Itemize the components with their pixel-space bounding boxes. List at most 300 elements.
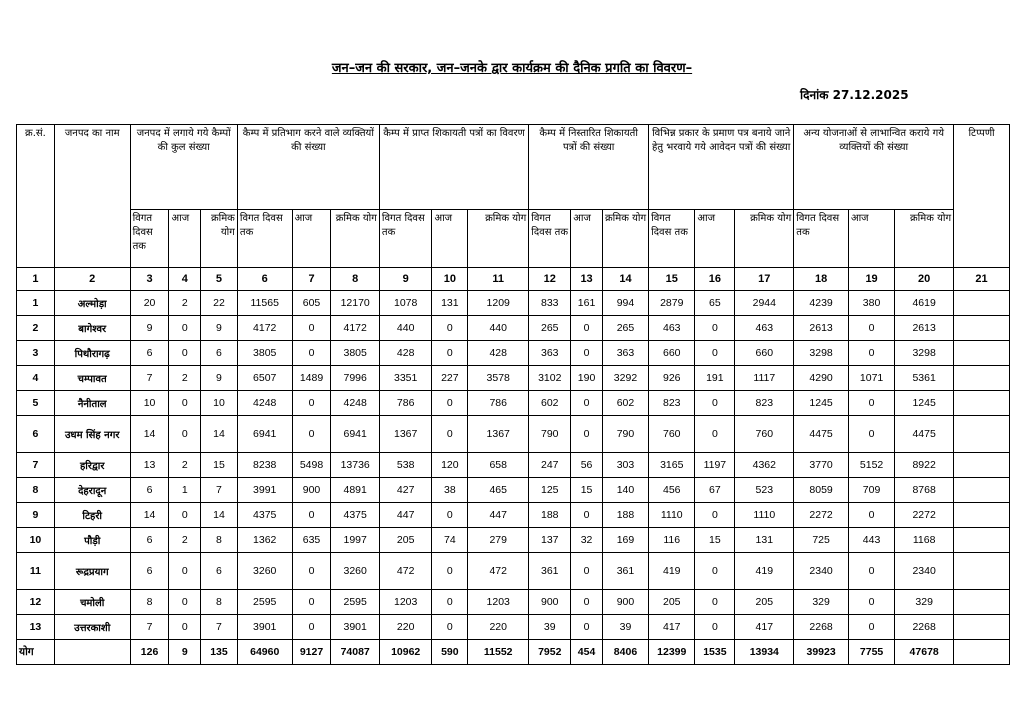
table-cell: 463 [649, 316, 695, 341]
remarks-cell [954, 316, 1010, 341]
table-cell: 3260 [331, 553, 379, 590]
table-cell: 6 [201, 341, 238, 366]
table-cell: 2 [169, 366, 201, 391]
table-cell: 10 [201, 391, 238, 416]
column-number: 4 [169, 268, 201, 291]
table-cell: 427 [379, 478, 432, 503]
subheader-today: आज [169, 210, 201, 268]
column-number: 10 [432, 268, 468, 291]
table-cell: 8 [201, 590, 238, 615]
table-cell: 1 [169, 478, 201, 503]
district-name: टिहरी [54, 503, 130, 528]
table-cell: 116 [649, 528, 695, 553]
table-cell: 131 [735, 528, 794, 553]
table-cell: 0 [848, 503, 894, 528]
table-cell: 363 [529, 341, 571, 366]
table-cell: 786 [379, 391, 432, 416]
district-name: बागेश्वर [54, 316, 130, 341]
table-cell: 4619 [895, 291, 954, 316]
table-cell: 38 [432, 478, 468, 503]
column-number: 18 [794, 268, 849, 291]
table-cell: 188 [602, 503, 648, 528]
row-serial-number: 3 [17, 341, 55, 366]
table-cell: 4239 [794, 291, 849, 316]
table-cell: 2272 [794, 503, 849, 528]
table-cell: 9 [201, 366, 238, 391]
table-cell: 0 [695, 590, 735, 615]
table-cell: 6507 [237, 366, 292, 391]
remarks-cell [954, 615, 1010, 640]
table-cell: 900 [529, 590, 571, 615]
table-cell: 900 [602, 590, 648, 615]
column-number: 19 [848, 268, 894, 291]
subheader-prev: विगत दिवस तक [649, 210, 695, 268]
table-cell: 5361 [895, 366, 954, 391]
table-cell: 8059 [794, 478, 849, 503]
column-number: 12 [529, 268, 571, 291]
total-cell: 74087 [331, 640, 379, 665]
table-row [17, 341, 1010, 366]
table-cell: 0 [695, 416, 735, 453]
remarks-cell [954, 341, 1010, 366]
table-row [17, 553, 1010, 590]
subheader-cumulative: क्रमिक योग [602, 210, 648, 268]
table-cell: 440 [379, 316, 432, 341]
table-cell: 2944 [735, 291, 794, 316]
table-cell: 0 [848, 553, 894, 590]
table-cell: 994 [602, 291, 648, 316]
table-cell: 0 [292, 316, 331, 341]
table-cell: 4248 [331, 391, 379, 416]
table-cell: 32 [571, 528, 603, 553]
column-number: 15 [649, 268, 695, 291]
total-cell: 10962 [379, 640, 432, 665]
table-cell: 2340 [794, 553, 849, 590]
progress-table [16, 124, 1010, 665]
table-cell: 760 [735, 416, 794, 453]
column-number: 11 [468, 268, 529, 291]
table-cell: 3298 [895, 341, 954, 366]
table-cell: 0 [432, 416, 468, 453]
table-cell: 6941 [331, 416, 379, 453]
report-date: दिनांक 27.12.2025 [800, 88, 909, 102]
table-cell: 22 [201, 291, 238, 316]
table-cell: 7996 [331, 366, 379, 391]
table-cell: 658 [468, 453, 529, 478]
total-cell: 126 [130, 640, 169, 665]
remarks-cell [954, 503, 1010, 528]
table-cell: 329 [794, 590, 849, 615]
table-cell: 3102 [529, 366, 571, 391]
table-cell: 1997 [331, 528, 379, 553]
table-cell: 0 [432, 341, 468, 366]
table-cell: 6 [130, 528, 169, 553]
table-cell: 380 [848, 291, 894, 316]
table-cell: 1117 [735, 366, 794, 391]
table-cell: 3292 [602, 366, 648, 391]
subheader-prev: विगत दिवस तक [529, 210, 571, 268]
row-serial-number: 13 [17, 615, 55, 640]
table-cell: 1367 [468, 416, 529, 453]
remarks-cell [954, 478, 1010, 503]
table-cell: 602 [602, 391, 648, 416]
table-cell: 417 [735, 615, 794, 640]
table-row [17, 478, 1010, 503]
table-cell: 137 [529, 528, 571, 553]
table-cell: 3991 [237, 478, 292, 503]
table-cell: 760 [649, 416, 695, 453]
table-cell: 635 [292, 528, 331, 553]
table-cell: 7 [130, 366, 169, 391]
subheader-cumulative: क्रमिक योग [735, 210, 794, 268]
table-cell: 6941 [237, 416, 292, 453]
table-cell: 823 [649, 391, 695, 416]
table-cell: 1203 [468, 590, 529, 615]
table-cell: 417 [649, 615, 695, 640]
table-cell: 188 [529, 503, 571, 528]
table-cell: 0 [432, 503, 468, 528]
header-district: जनपद का नाम [54, 125, 130, 268]
subheader-today: आज [571, 210, 603, 268]
column-number: 13 [571, 268, 603, 291]
header-remarks: टिप्पणी [954, 125, 1010, 268]
table-cell: 0 [848, 590, 894, 615]
total-cell: 13934 [735, 640, 794, 665]
table-cell: 443 [848, 528, 894, 553]
column-number: 21 [954, 268, 1010, 291]
total-cell: 64960 [237, 640, 292, 665]
district-name: देहरादून [54, 478, 130, 503]
header-camps: जनपद में लगाये गये कैम्पों की कुल संख्या [130, 125, 237, 210]
row-serial-number: 4 [17, 366, 55, 391]
header-sno: क्र.सं. [17, 125, 55, 268]
total-cell: 7952 [529, 640, 571, 665]
table-cell: 6 [130, 341, 169, 366]
total-remarks [954, 640, 1010, 665]
table-cell: 4375 [331, 503, 379, 528]
table-cell: 205 [735, 590, 794, 615]
table-cell: 140 [602, 478, 648, 503]
table-cell: 265 [529, 316, 571, 341]
row-serial-number: 2 [17, 316, 55, 341]
table-cell: 65 [695, 291, 735, 316]
table-cell: 0 [169, 553, 201, 590]
district-name: पौड़ी [54, 528, 130, 553]
column-number: 9 [379, 268, 432, 291]
table-cell: 2 [169, 528, 201, 553]
table-cell: 0 [432, 615, 468, 640]
table-cell: 2613 [895, 316, 954, 341]
column-number: 1 [17, 268, 55, 291]
table-cell: 0 [292, 590, 331, 615]
total-label: योग [17, 640, 55, 665]
table-cell: 247 [529, 453, 571, 478]
row-serial-number: 12 [17, 590, 55, 615]
table-cell: 7 [130, 615, 169, 640]
table-cell: 7 [201, 615, 238, 640]
subheader-prev: विगत दिवस तक [237, 210, 292, 268]
table-cell: 0 [169, 391, 201, 416]
table-cell: 0 [169, 503, 201, 528]
table-cell: 2879 [649, 291, 695, 316]
table-cell: 4290 [794, 366, 849, 391]
table-cell: 0 [848, 316, 894, 341]
total-cell: 12399 [649, 640, 695, 665]
table-cell: 3298 [794, 341, 849, 366]
table-cell: 7 [201, 478, 238, 503]
table-cell: 13736 [331, 453, 379, 478]
table-cell: 0 [848, 341, 894, 366]
table-cell: 1110 [735, 503, 794, 528]
row-serial-number: 1 [17, 291, 55, 316]
total-cell: 9 [169, 640, 201, 665]
table-cell: 0 [169, 341, 201, 366]
table-cell: 725 [794, 528, 849, 553]
table-cell: 190 [571, 366, 603, 391]
remarks-cell [954, 416, 1010, 453]
table-cell: 790 [602, 416, 648, 453]
table-cell: 0 [292, 615, 331, 640]
table-cell: 4172 [237, 316, 292, 341]
table-cell: 472 [468, 553, 529, 590]
table-cell: 2268 [794, 615, 849, 640]
district-name: अल्मोड़ा [54, 291, 130, 316]
table-cell: 2 [169, 291, 201, 316]
table-cell: 456 [649, 478, 695, 503]
header-resolved: कैम्प में निस्तारित शिकायती पत्रों की संख्या [529, 125, 649, 210]
table-cell: 823 [735, 391, 794, 416]
table-cell: 0 [432, 590, 468, 615]
table-cell: 10 [130, 391, 169, 416]
district-name: पिथौरागढ़ [54, 341, 130, 366]
table-cell: 227 [432, 366, 468, 391]
subheader-cumulative: क्रमिक योग [331, 210, 379, 268]
table-cell: 2268 [895, 615, 954, 640]
column-number: 14 [602, 268, 648, 291]
total-cell: 590 [432, 640, 468, 665]
table-cell: 602 [529, 391, 571, 416]
table-cell: 0 [432, 316, 468, 341]
total-cell: 454 [571, 640, 603, 665]
table-row [17, 590, 1010, 615]
total-cell: 47678 [895, 640, 954, 665]
table-cell: 419 [649, 553, 695, 590]
remarks-cell [954, 366, 1010, 391]
table-cell: 3165 [649, 453, 695, 478]
table-cell: 13 [130, 453, 169, 478]
remarks-cell [954, 391, 1010, 416]
table-cell: 1489 [292, 366, 331, 391]
table-cell: 465 [468, 478, 529, 503]
table-cell: 3805 [237, 341, 292, 366]
total-cell: 7755 [848, 640, 894, 665]
table-cell: 2 [169, 453, 201, 478]
table-cell: 0 [571, 391, 603, 416]
table-cell: 5152 [848, 453, 894, 478]
table-cell: 709 [848, 478, 894, 503]
table-cell: 220 [468, 615, 529, 640]
column-number: 5 [201, 268, 238, 291]
table-cell: 9 [201, 316, 238, 341]
table-cell: 12170 [331, 291, 379, 316]
table-cell: 11565 [237, 291, 292, 316]
table-cell: 0 [571, 316, 603, 341]
table-cell: 14 [130, 503, 169, 528]
row-serial-number: 11 [17, 553, 55, 590]
subheader-today: आज [695, 210, 735, 268]
table-cell: 205 [649, 590, 695, 615]
table-row [17, 615, 1010, 640]
table-cell: 15 [201, 453, 238, 478]
subheader-prev: विगत दिवस तक [794, 210, 849, 268]
table-cell: 1362 [237, 528, 292, 553]
header-participants: कैम्प में प्रतिभाग करने वाले व्यक्तियों की संख्या [237, 125, 379, 210]
table-cell: 2613 [794, 316, 849, 341]
table-cell: 0 [695, 503, 735, 528]
table-cell: 303 [602, 453, 648, 478]
table-cell: 1367 [379, 416, 432, 453]
table-cell: 169 [602, 528, 648, 553]
table-cell: 1209 [468, 291, 529, 316]
table-row [17, 503, 1010, 528]
table-row [17, 391, 1010, 416]
table-cell: 538 [379, 453, 432, 478]
district-name: नैनीताल [54, 391, 130, 416]
column-number: 8 [331, 268, 379, 291]
total-cell: 39923 [794, 640, 849, 665]
district-name: चम्पावत [54, 366, 130, 391]
header-complaints: कैम्प में प्राप्त शिकायती पत्रों का विवरण [379, 125, 528, 210]
table-cell: 786 [468, 391, 529, 416]
table-cell: 6 [130, 553, 169, 590]
column-number: 6 [237, 268, 292, 291]
table-cell: 3901 [331, 615, 379, 640]
total-cell: 9127 [292, 640, 331, 665]
total-cell: 1535 [695, 640, 735, 665]
table-row [17, 291, 1010, 316]
table-cell: 428 [379, 341, 432, 366]
subheader-prev: विगत दिवस तक [379, 210, 432, 268]
district-name: उत्तरकाशी [54, 615, 130, 640]
table-cell: 191 [695, 366, 735, 391]
table-cell: 0 [848, 615, 894, 640]
table-cell: 8 [201, 528, 238, 553]
table-cell: 74 [432, 528, 468, 553]
column-number: 16 [695, 268, 735, 291]
table-cell: 0 [432, 553, 468, 590]
table-cell: 605 [292, 291, 331, 316]
table-cell: 1203 [379, 590, 432, 615]
table-cell: 1168 [895, 528, 954, 553]
table-row [17, 316, 1010, 341]
table-cell: 2272 [895, 503, 954, 528]
column-number: 20 [895, 268, 954, 291]
table-cell: 220 [379, 615, 432, 640]
table-cell: 660 [649, 341, 695, 366]
table-cell: 0 [571, 503, 603, 528]
table-cell: 1071 [848, 366, 894, 391]
table-row [17, 366, 1010, 391]
table-cell: 0 [292, 391, 331, 416]
table-cell: 4475 [794, 416, 849, 453]
column-number: 7 [292, 268, 331, 291]
table-cell: 2595 [237, 590, 292, 615]
remarks-cell [954, 553, 1010, 590]
district-name: चमोली [54, 590, 130, 615]
table-cell: 790 [529, 416, 571, 453]
table-cell: 0 [695, 341, 735, 366]
table-cell: 447 [379, 503, 432, 528]
table-cell: 6 [201, 553, 238, 590]
subheader-cumulative: क्रमिक योग [895, 210, 954, 268]
table-cell: 4375 [237, 503, 292, 528]
table-cell: 0 [695, 553, 735, 590]
district-name: हरिद्वार [54, 453, 130, 478]
row-serial-number: 6 [17, 416, 55, 453]
table-cell: 4172 [331, 316, 379, 341]
table-row [17, 453, 1010, 478]
table-row [17, 416, 1010, 453]
remarks-cell [954, 528, 1010, 553]
total-cell: 135 [201, 640, 238, 665]
table-cell: 0 [169, 615, 201, 640]
table-cell: 0 [292, 416, 331, 453]
column-number: 2 [54, 268, 130, 291]
total-cell: 8406 [602, 640, 648, 665]
table-cell: 3351 [379, 366, 432, 391]
table-cell: 361 [602, 553, 648, 590]
table-cell: 660 [735, 341, 794, 366]
total-blank [54, 640, 130, 665]
table-cell: 440 [468, 316, 529, 341]
table-cell: 8 [130, 590, 169, 615]
subheader-today: आज [848, 210, 894, 268]
table-cell: 926 [649, 366, 695, 391]
table-cell: 0 [695, 316, 735, 341]
table-cell: 1078 [379, 291, 432, 316]
table-cell: 0 [571, 615, 603, 640]
table-cell: 361 [529, 553, 571, 590]
table-cell: 0 [571, 590, 603, 615]
table-cell: 0 [169, 416, 201, 453]
table-cell: 15 [695, 528, 735, 553]
table-cell: 20 [130, 291, 169, 316]
table-cell: 4475 [895, 416, 954, 453]
table-cell: 0 [571, 341, 603, 366]
table-cell: 0 [292, 341, 331, 366]
district-name: उधम सिंह नगर [54, 416, 130, 453]
table-cell: 279 [468, 528, 529, 553]
row-serial-number: 5 [17, 391, 55, 416]
table-cell: 4891 [331, 478, 379, 503]
table-cell: 120 [432, 453, 468, 478]
table-cell: 67 [695, 478, 735, 503]
table-cell: 8768 [895, 478, 954, 503]
table-cell: 363 [602, 341, 648, 366]
table-cell: 329 [895, 590, 954, 615]
page-title: जन–जन की सरकार, जन–जनके द्वार कार्यक्रम की दैनिक प्रगति का विवरण– [331, 61, 693, 76]
subheader-today: आज [292, 210, 331, 268]
table-cell: 9 [130, 316, 169, 341]
table-cell: 0 [695, 391, 735, 416]
row-serial-number: 9 [17, 503, 55, 528]
table-cell: 428 [468, 341, 529, 366]
table-cell: 0 [848, 391, 894, 416]
table-cell: 14 [201, 503, 238, 528]
header-beneficiaries: अन्य योजनाओं से लाभान्वित कराये गये व्यक्तियों की संख्या [794, 125, 954, 210]
column-number: 3 [130, 268, 169, 291]
table-cell: 265 [602, 316, 648, 341]
